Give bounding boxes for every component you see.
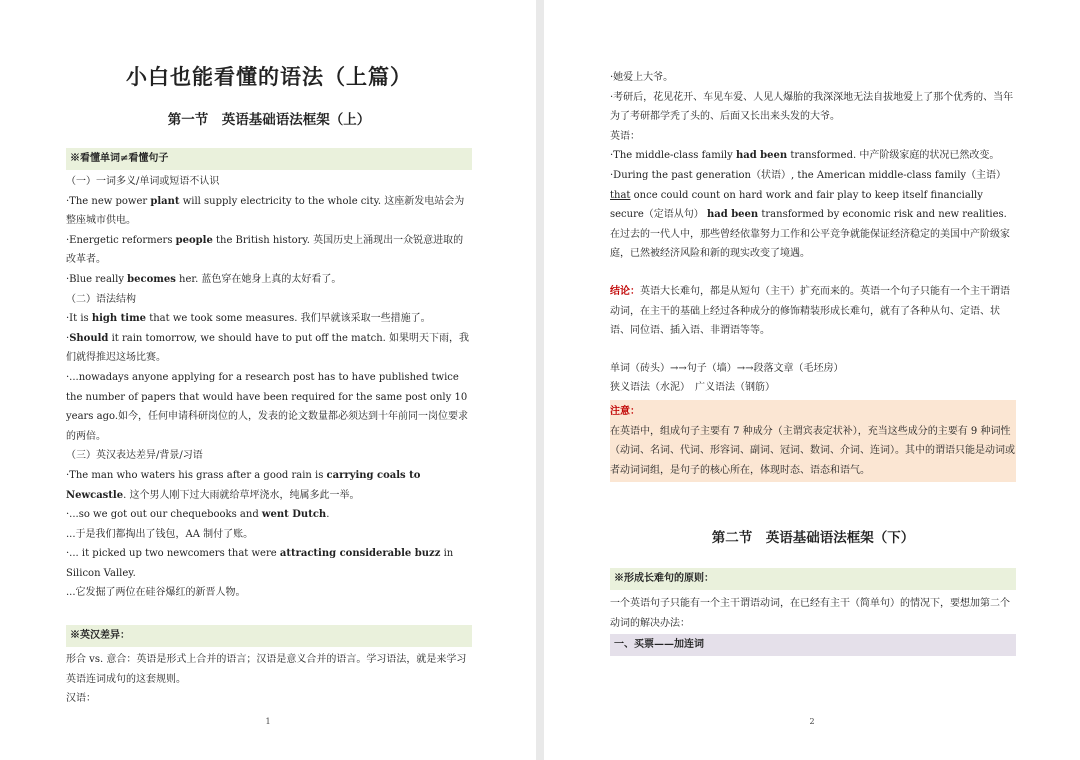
page-1-content: [66, 62, 472, 709]
example-sentence: ·Should it rain tomorrow, we should have to put off the match. 如果明天下雨，我们就得推迟这场比赛。: [66, 332, 470, 364]
example-sentence: ·The man who waters his grass after a good rain is carrying coals to Newcastle. 这个男人刚下过大雨就给草坪浇水，纯属多此一举。: [66, 469, 421, 501]
page-number: 1: [265, 717, 271, 726]
conclusion-paragraph: 结论：英语大长难句，都是从短句（主干）扩充而来的。英语一个句子只能有一个主干谓语动词，在主干的基础上经过各种成分的修饰精装形成长难句，就有了各种从句、定语、状语、同位语、插入语、非谓语等等。: [610, 285, 1010, 337]
section-title: 第一节 英语基础语法框架（上）: [167, 112, 371, 128]
highlight-band: ※看懂单词≠看懂句子: [66, 148, 472, 170]
example-sentence: ·...nowadays anyone applying for a research post has to have published twice the number of papers that would have been required for the same post only 10 years ago.如今，任何申请科研岗位的人，发表的论文数量都必须达到十年前同一岗位要求的两倍。: [66, 371, 469, 442]
highlight-band: 一、买票——加连词: [610, 634, 1016, 656]
body-paragraph: 单词（砖头）→→句子（墙）→→段落文章（毛坯房）: [610, 362, 844, 374]
body-paragraph: 形合 vs. 意合：英语是形式上合并的语言；汉语是意义合并的语言。学习语法，就是来学习英语连词成句的这套规则。: [66, 654, 467, 685]
subheading: （三）英汉表达差异/背景/习语: [66, 450, 203, 462]
page-2-content: [610, 68, 1016, 656]
document-page-2: [544, 0, 1080, 760]
body-paragraph: 英语：: [610, 130, 640, 142]
document-page-1: [0, 0, 536, 760]
example-sentence: ·During the past generation（状语）, the American middle-class family（主语） that once could count on hard work and fair play to keep itself financially secure（定语从句） had been transformed by economic risk and new realities.: [610, 169, 1007, 221]
example-sentence: ·It is high time that we took some measures. 我们早就该采取一些措施了。: [66, 313, 431, 325]
example-sentence: ·Blue really becomes her. 蓝色穿在她身上真的太好看了。: [66, 273, 342, 285]
section-title: 第二节 英语基础语法框架（下）: [711, 530, 915, 547]
subheading: （二）语法结构: [66, 293, 136, 305]
note-text: 在英语中，组成句子主要有 7 种成分（主谓宾表定状补），充当这些成分的主要有 9 种词性（动词、名词、代词、形容词、副词、冠词、数词、介词、连词）。其中的谓语只能是动词或者动词词组，是句子的核心所在，体现时态、语态和语气。: [610, 425, 1015, 476]
example-sentence: ·The middle-class family had been transformed. 中产阶级家庭的状况已然改变。: [610, 150, 1000, 162]
translation-line: ...于是我们都掏出了钱包，AA 制付了账。: [66, 528, 254, 540]
example-sentence: ·... it picked up two newcomers that were attracting considerable buzz in Silicon Valley.: [66, 548, 454, 579]
body-paragraph: 狭义语法（水泥） 广义语法（钢筋）: [610, 382, 775, 394]
note-label: 注意：: [610, 405, 640, 417]
example-sentence: ·The new power plant will supply electricity to the whole city. 这座新发电站会为整座城市供电。: [66, 195, 465, 227]
body-paragraph: 汉语：: [66, 693, 96, 705]
subheading: （一）一词多义/单词或短语不认识: [66, 176, 220, 187]
translation-line: ...它发掘了两位在硅谷爆红的新晋人物。: [66, 587, 246, 599]
example-sentence: ·Energetic reformers people the British history. 英国历史上涌现出一众锐意进取的改革者。: [66, 234, 464, 266]
page-number: 2: [809, 717, 815, 726]
body-paragraph: ·考研后，花见花开、车见车爱、人见人爆胎的我深深地无法自拔地爱上了那个优秀的、当年为了考研都学秃了头的、后面又长出来头发的大爷。: [610, 91, 1014, 123]
example-sentence: ·...so we got out our chequebooks and went Dutch.: [66, 509, 330, 521]
conclusion-label: 结论：: [610, 285, 640, 297]
document-title: 小白也能看懂的语法（上篇）: [126, 64, 412, 89]
translation-line: 在过去的一代人中，那些曾经依靠努力工作和公平竞争就能保证经济稳定的美国中产阶级家庭，已然被经济风险和新的现实改变了境遇。: [610, 228, 1010, 260]
highlight-band: ※形成长难句的原则：: [610, 568, 1016, 590]
body-paragraph: 一个英语句子只能有一个主干谓语动词，在已经有主干（简单句）的情况下，要想加第二个动词的解决办法：: [610, 598, 1010, 629]
note-box: [610, 400, 1016, 482]
highlight-band: ※英汉差异：: [66, 625, 472, 647]
body-paragraph: ·她爱上大爷。: [610, 72, 674, 83]
